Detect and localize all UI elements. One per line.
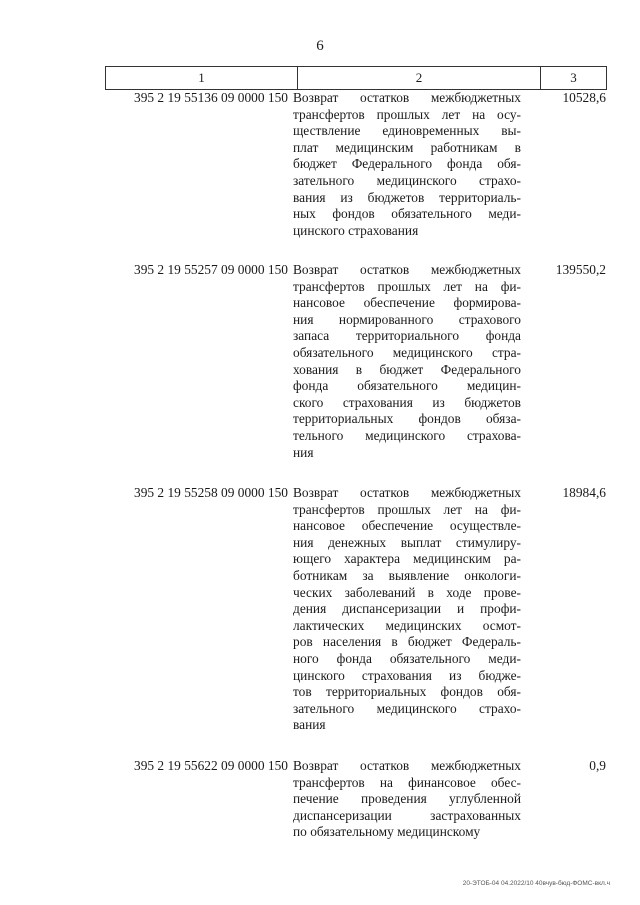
description <box>293 485 521 734</box>
page-number: 6 <box>316 38 324 54</box>
description-line: территориальных фондов обяза- <box>293 411 521 427</box>
description-line: вания из бюджетов территориаль- <box>293 189 521 205</box>
description-line: ного фонда обязательного меди- <box>293 650 521 666</box>
description <box>293 262 521 461</box>
description-line: ния <box>293 444 314 460</box>
amount: 18984,6 <box>562 485 606 500</box>
amount: 139550,2 <box>555 262 606 277</box>
description-line: обязательного медицинского стра- <box>293 344 521 360</box>
description-line: бюджет Федерального фонда обя- <box>293 156 521 172</box>
description-line: ров населения в бюджет Федераль- <box>293 634 521 650</box>
description-line: Возврат остатков межбюджетных <box>293 262 521 277</box>
description-line: дения диспансеризации и профи- <box>293 601 521 617</box>
amount: 0,9 <box>589 758 606 773</box>
budget-code: 395 2 19 55136 09 0000 150 <box>134 90 288 105</box>
description-line: вания <box>293 717 326 733</box>
footer-stamp: 20-ЭТОБ-04 04.2022/10 40вчув-бюд-ФОМС-вкл.ч <box>462 880 610 887</box>
description-line: Возврат остатков межбюджетных <box>293 485 521 500</box>
description <box>293 90 521 239</box>
description-line: зательного медицинского страхо- <box>293 700 521 716</box>
description-line: ществление единовременных вы- <box>293 123 521 139</box>
description-line: трансфертов прошлых лет на осу- <box>293 106 521 122</box>
description-line: лактических медицинских осмот- <box>293 617 521 633</box>
description-line: диспансеризации застрахованных <box>293 807 521 823</box>
description-line: запаса территориального фонда <box>293 328 521 344</box>
table-header <box>105 66 607 90</box>
description-line: зательного медицинского страхо- <box>293 172 521 188</box>
budget-code: 395 2 19 55258 09 0000 150 <box>134 485 288 500</box>
description-line: тельного медицинского страхова- <box>293 427 521 443</box>
header-col-3: 3 <box>570 70 577 85</box>
description-line: цинского страхования из бюдже- <box>293 667 521 683</box>
header-col-1: 1 <box>106 67 298 89</box>
description-line: по обязательному медицинскому <box>293 824 481 840</box>
description-line: нансовое обеспечение осуществле- <box>293 518 521 534</box>
description-line: Возврат остатков межбюджетных <box>293 758 521 773</box>
description-line: нансовое обеспечение формирова- <box>293 295 521 311</box>
budget-code: 395 2 19 55257 09 0000 150 <box>134 262 288 277</box>
description-line: цинского страхования <box>293 222 419 238</box>
description-line: ных фондов обязательного меди- <box>293 206 521 222</box>
description-line: ческих заболеваний в ходе прове- <box>293 584 521 600</box>
description-line: ботникам за выявление онкологи- <box>293 567 521 583</box>
description-line: ния нормированного страхового <box>293 311 521 327</box>
description-line: хования в бюджет Федерального <box>293 361 521 377</box>
header-col-2: 2 <box>298 67 541 89</box>
description <box>293 758 521 841</box>
description-line: трансфертов на финансовое обес- <box>293 774 521 790</box>
description-line: печение проведения углубленной <box>293 791 521 807</box>
description-line: тов территориальных фондов обя- <box>293 684 521 700</box>
budget-code: 395 2 19 55622 09 0000 150 <box>134 758 288 773</box>
description-line: плат медицинским работникам в <box>293 139 521 155</box>
description-line: ющего характера медицинским ра- <box>293 551 521 567</box>
description-line: фонда обязательного медицин- <box>293 378 521 394</box>
description-line: ния денежных выплат стимулиру- <box>293 534 521 550</box>
description-line: трансфертов прошлых лет на фи- <box>293 278 521 294</box>
amount: 10528,6 <box>562 90 606 105</box>
description-line: Возврат остатков межбюджетных <box>293 90 521 105</box>
description-line: трансфертов прошлых лет на фи- <box>293 501 521 517</box>
description-line: ского страхования из бюджетов <box>293 394 521 410</box>
